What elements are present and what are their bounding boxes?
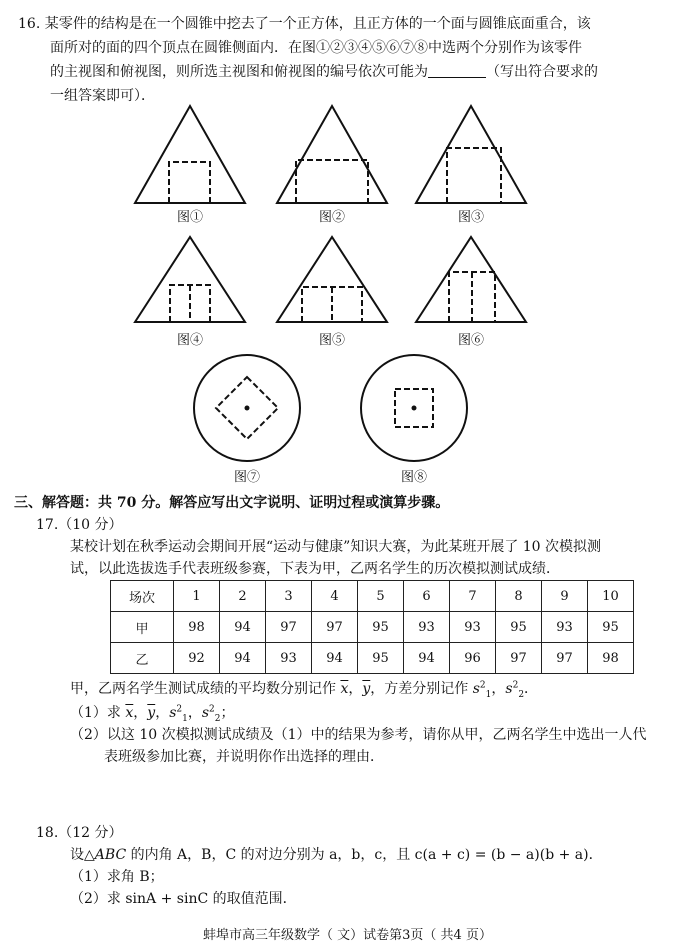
fig-label-6: 图⑥ bbox=[457, 333, 484, 348]
session-cell: 6 bbox=[404, 581, 450, 612]
student-name: 乙 bbox=[111, 643, 174, 674]
score-cell: 97 bbox=[312, 612, 358, 643]
figure-1 bbox=[135, 106, 245, 203]
session-cell: 4 bbox=[312, 581, 358, 612]
figure-6 bbox=[416, 237, 526, 322]
score-cell: 97 bbox=[542, 643, 588, 674]
fig-label-5: 图⑤ bbox=[318, 333, 345, 348]
q17-sub-1-label: （1）求 bbox=[70, 705, 121, 721]
q16-line2: 面所对的面的四个顶点在圆锥侧面内．在图①②③④⑤⑥⑦⑧中选两个分别作为该零件 bbox=[50, 40, 582, 56]
score-cell: 98 bbox=[174, 612, 220, 643]
score-cell: 97 bbox=[496, 643, 542, 674]
session-cell: 5 bbox=[358, 581, 404, 612]
q17-sub-2-line2: 表班级参加比赛，并说明你作出选择的理由． bbox=[104, 749, 384, 765]
score-cell: 92 bbox=[174, 643, 220, 674]
q17-intro-1: 某校计划在秋季运动会期间开展“运动与健康”知识大赛，为此某班开展了 10 次模拟测 bbox=[70, 539, 602, 555]
figure-7-center-dot bbox=[245, 406, 250, 411]
q17-number: 17.（10 分） bbox=[36, 517, 123, 533]
figure-3 bbox=[416, 106, 526, 203]
fig-label-3: 图③ bbox=[457, 210, 484, 225]
fig-label-2: 图② bbox=[318, 210, 345, 225]
score-cell: 93 bbox=[404, 612, 450, 643]
session-cell: 3 bbox=[266, 581, 312, 612]
q17-after-table: 甲，乙两名学生测试成绩的平均数分别记作 $\overline{x}$，$\overline{y}$，方差分别记作 $s^2_1$，$s^2_2$． bbox=[70, 680, 539, 700]
q17-intro-2: 试，以此选拔选手代表班级参赛，下表为甲，乙两名学生的历次模拟测试成绩． bbox=[70, 561, 560, 577]
q17-sub-2-line1: （2）以这 10 次模拟测试成绩及（1）中的结果为参考，请你从甲，乙两名学生中选出一人代 bbox=[70, 727, 647, 743]
score-cell: 95 bbox=[588, 612, 634, 643]
table-row bbox=[111, 612, 634, 643]
table-row bbox=[111, 643, 634, 674]
score-cell: 93 bbox=[266, 643, 312, 674]
fig-label-1: 图① bbox=[176, 210, 203, 225]
q16-line1: 16. 某零件的结构是在一个圆锥中挖去了一个正方体，且正方体的一个面与圆锥底面重合，该 bbox=[18, 16, 591, 32]
score-cell: 96 bbox=[450, 643, 496, 674]
header-label: 场次 bbox=[111, 581, 174, 612]
score-cell: 93 bbox=[450, 612, 496, 643]
q17-after-table-text: 甲，乙两名学生测试成绩的平均数分别记作 bbox=[70, 681, 336, 697]
score-cell: 98 bbox=[588, 643, 634, 674]
session-cell: 7 bbox=[450, 581, 496, 612]
figure-5 bbox=[277, 237, 387, 322]
session-cell: 9 bbox=[542, 581, 588, 612]
table-header-row bbox=[111, 581, 634, 612]
q16-line4: 一组答案即可）． bbox=[50, 88, 155, 104]
student-name: 甲 bbox=[111, 612, 174, 643]
triangle-abc: ABC bbox=[94, 847, 127, 863]
figure-2 bbox=[277, 106, 387, 203]
q18-line1-after: 的内角 A，B，C 的对边分别为 a，b，c，且 c(a + c) = (b − a)(b + a)． bbox=[126, 847, 603, 863]
score-cell: 97 bbox=[266, 612, 312, 643]
q17-sub-1: （1）求 $\overline{x}$，$\overline{y}$，$s^2_1$，$s^2_2$； bbox=[70, 704, 235, 724]
q18-number: 18.（12 分） bbox=[36, 825, 123, 841]
score-cell: 94 bbox=[312, 643, 358, 674]
q16-line3-after: （写出符合要求的 bbox=[486, 64, 598, 80]
score-cell: 94 bbox=[220, 643, 266, 674]
fig-label-8: 图⑧ bbox=[400, 470, 427, 485]
score-cell: 95 bbox=[358, 612, 404, 643]
session-cell: 2 bbox=[220, 581, 266, 612]
session-cell: 8 bbox=[496, 581, 542, 612]
session-cell: 1 bbox=[174, 581, 220, 612]
session-cell: 10 bbox=[588, 581, 634, 612]
score-cell: 93 bbox=[542, 612, 588, 643]
section-3-heading: 三、解答题：共 70 分。解答应写出文字说明、证明过程或演算步骤。 bbox=[14, 495, 450, 511]
q18-line1 bbox=[70, 844, 603, 866]
q18-sub-1: （1）求角 B； bbox=[70, 869, 164, 885]
q16-line3-text: 的主视图和俯视图，则所选主视图和俯视图的编号依次可能为 bbox=[50, 64, 428, 80]
score-cell: 95 bbox=[358, 643, 404, 674]
q18-sub-2: （2）求 sinA + sinC 的取值范围． bbox=[70, 891, 297, 907]
score-cell: 94 bbox=[404, 643, 450, 674]
page-footer: 蚌埠市高三年级数学（ 文）试卷第3页（ 共4 页） bbox=[203, 928, 492, 943]
q18-line1-before: 设△ bbox=[70, 847, 95, 863]
figure-4 bbox=[135, 237, 245, 322]
q17-after-table-mid: ，方差分别记作 bbox=[370, 681, 469, 697]
fig-label-7: 图⑦ bbox=[233, 470, 260, 485]
fig-label-4: 图④ bbox=[176, 333, 203, 348]
scores-table bbox=[110, 580, 634, 674]
figure-8-center-dot bbox=[412, 406, 417, 411]
score-cell: 95 bbox=[496, 612, 542, 643]
score-cell: 94 bbox=[220, 612, 266, 643]
